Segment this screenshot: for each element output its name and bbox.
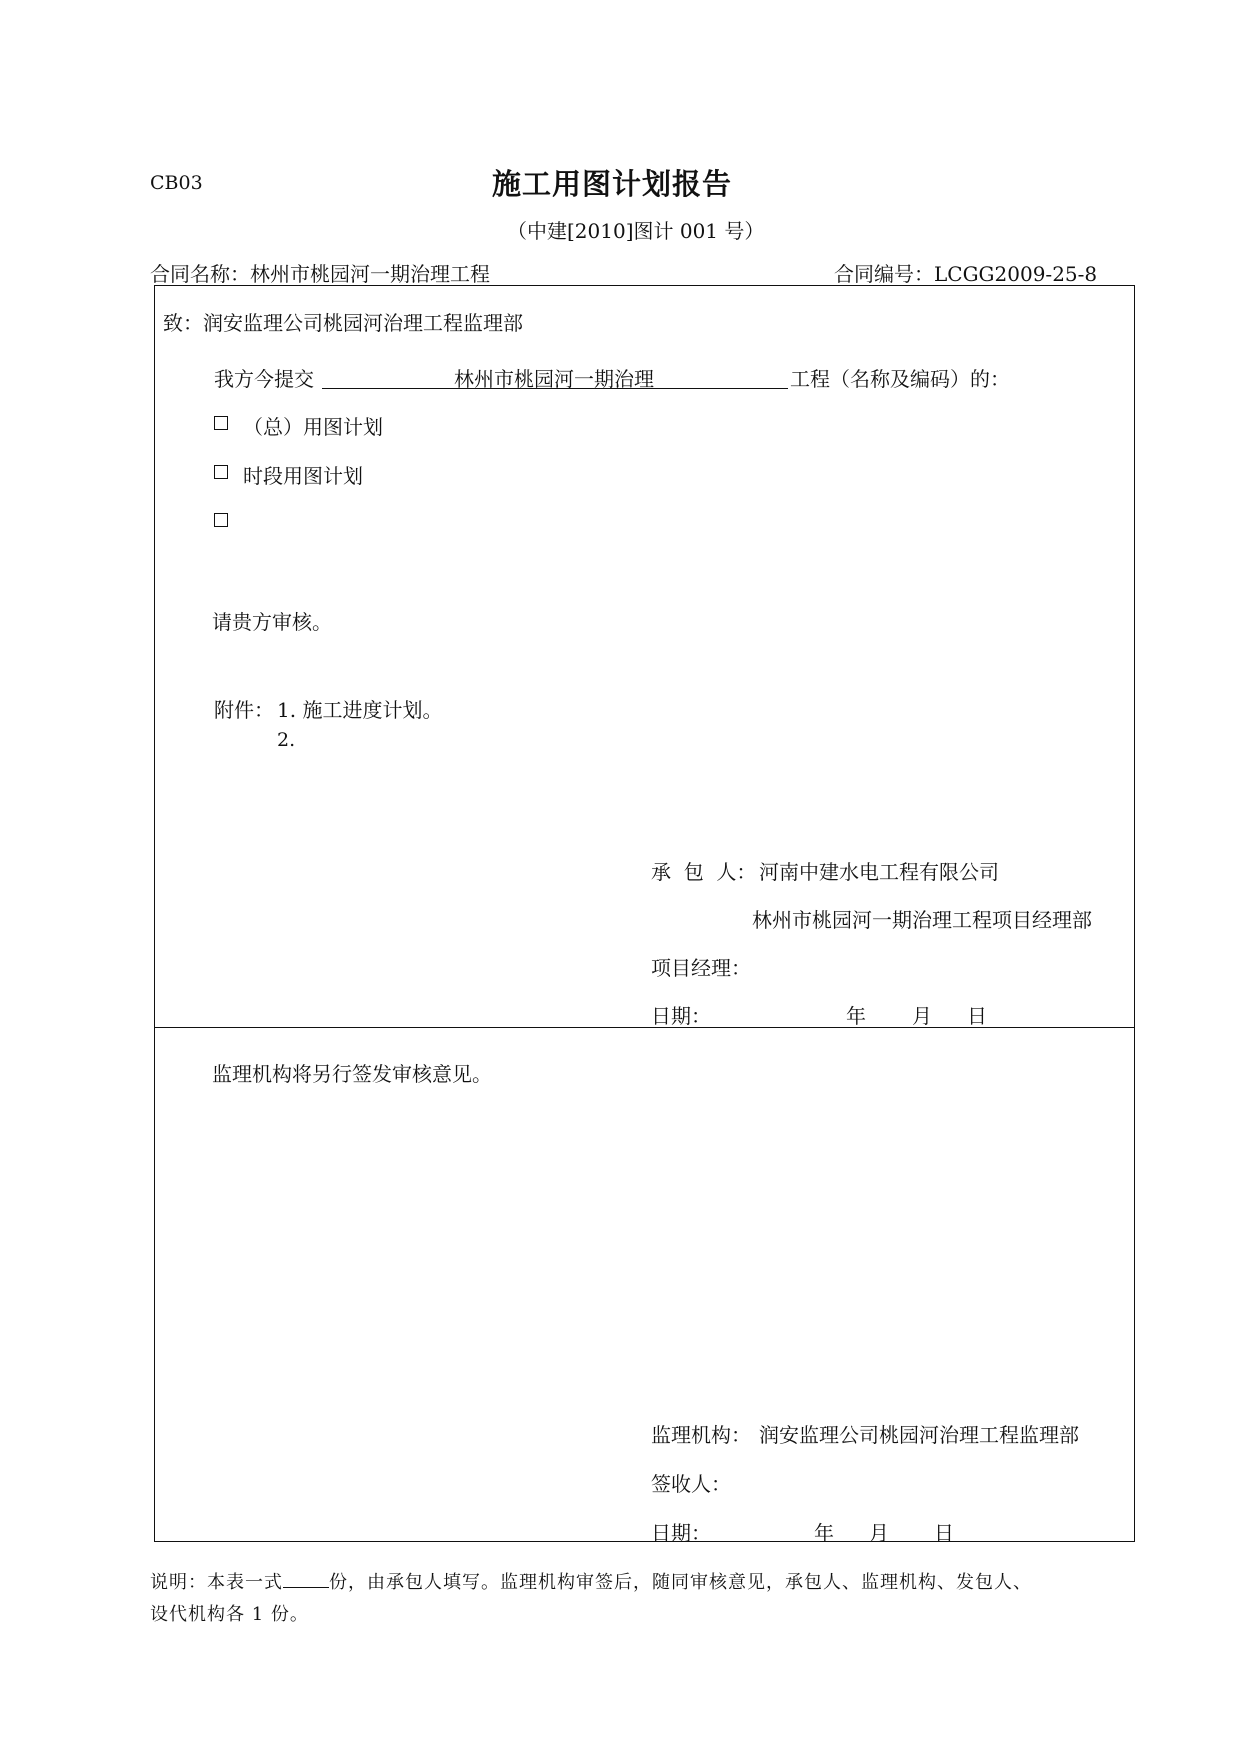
supervision-org-label: 监理机构： xyxy=(651,1423,751,1447)
date-month: 月 xyxy=(912,1004,932,1028)
date-day: 日 xyxy=(967,1004,987,1028)
receipt-date-label: 日期： xyxy=(651,1521,711,1545)
section-divider xyxy=(154,1027,1135,1028)
checkbox-total-plan[interactable] xyxy=(214,416,228,430)
receipt-date-year: 年 xyxy=(814,1521,834,1545)
contract-number-value: LCGG2009-25-8 xyxy=(934,262,1098,286)
date-year: 年 xyxy=(846,1004,866,1028)
request-text: 请贵方审核。 xyxy=(212,610,332,634)
option-period-plan-label: 时段用图计划 xyxy=(243,464,363,488)
footer-note-line-1 xyxy=(150,1568,1032,1594)
contract-number-row xyxy=(834,258,1097,287)
page-title: 施工用图计划报告 xyxy=(492,167,733,201)
supervision-note: 监理机构将另行签发审核意见。 xyxy=(212,1062,492,1086)
contractor-label: 承 包 人： xyxy=(651,860,757,884)
attachment-item-1: 1. 施工进度计划。 xyxy=(277,698,443,722)
submit-prefix: 我方今提交 xyxy=(214,367,314,391)
project-manager-label: 项目经理： xyxy=(651,956,751,980)
receipt-date-day: 日 xyxy=(934,1521,954,1545)
copies-blank xyxy=(283,1571,329,1588)
attachment-item-2: 2. xyxy=(277,729,296,751)
submit-suffix: 工程（名称及编码）的： xyxy=(790,367,1010,391)
checkbox-other[interactable] xyxy=(214,513,228,527)
footer-note-line-2: 设代机构各 1 份。 xyxy=(150,1604,309,1625)
form-code: CB03 xyxy=(150,172,203,194)
checkbox-period-plan[interactable] xyxy=(214,465,228,479)
contract-name-row xyxy=(150,258,490,287)
contractor-name: 河南中建水电工程有限公司 xyxy=(759,860,999,884)
receipt-date-month: 月 xyxy=(869,1521,889,1545)
contract-number-label: 合同编号： xyxy=(834,262,934,286)
contractor-department: 林州市桃园河一期治理工程项目经理部 xyxy=(752,908,1092,932)
document-number: （中建[2010]图计 001 号） xyxy=(507,219,765,243)
footer-prefix: 说明：本表一式 xyxy=(150,1572,283,1593)
recipient-line: 致：润安监理公司桃园河治理工程监理部 xyxy=(163,311,523,335)
supervision-org-name: 润安监理公司桃园河治理工程监理部 xyxy=(759,1423,1079,1447)
footer-suffix: 份，由承包人填写。监理机构审签后，随同审核意见，承包人、监理机构、发包人、 xyxy=(329,1572,1032,1593)
option-total-plan-label: （总）用图计划 xyxy=(243,415,383,439)
project-name-underline xyxy=(322,388,788,389)
contract-name-label: 合同名称： xyxy=(150,262,250,286)
date-label: 日期： xyxy=(651,1004,711,1028)
signer-label: 签收人： xyxy=(651,1472,731,1496)
contract-name-value: 林州市桃园河一期治理工程 xyxy=(250,262,490,286)
attachments-label: 附件： xyxy=(214,698,274,722)
submit-project-name: 林州市桃园河一期治理 xyxy=(454,367,654,391)
